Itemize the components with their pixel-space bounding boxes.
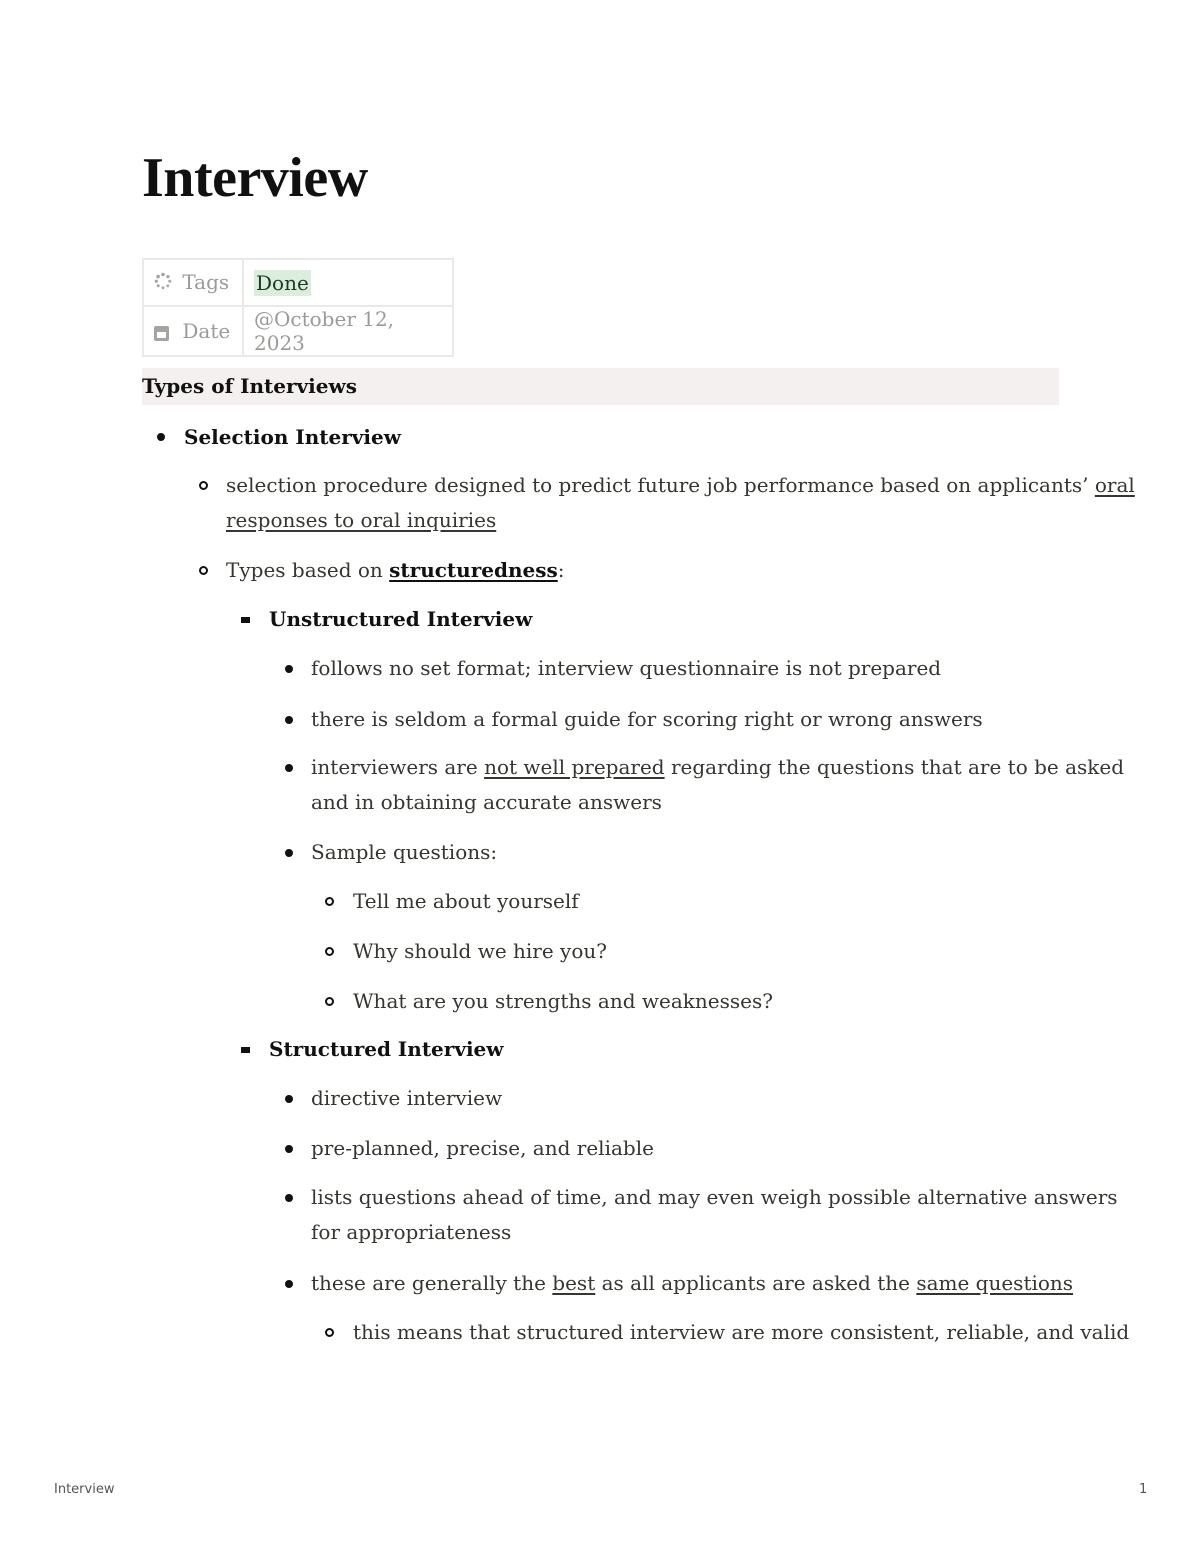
list-item-text: interviewers are not well prepared regarding the questions that are to be asked xyxy=(311,755,1125,779)
property-row-date xyxy=(143,306,453,356)
list-item-question: What are you strengths and weaknesses? xyxy=(353,989,773,1013)
bullet-disc xyxy=(285,1095,293,1103)
bullet-disc xyxy=(285,1145,293,1153)
property-row-tags xyxy=(143,259,453,306)
list-item-text: this means that structured interview are more consistent, reliable, and valid xyxy=(353,1320,1130,1344)
spinner-icon xyxy=(154,272,176,295)
list-item-text: directive interview xyxy=(311,1086,503,1110)
bullet-circle xyxy=(325,897,334,906)
list-item-unstructured: Unstructured Interview xyxy=(269,607,533,631)
list-item-text: pre-planned, precise, and reliable xyxy=(311,1136,654,1160)
bullet-circle xyxy=(325,997,334,1006)
bullet-disc xyxy=(285,849,293,857)
bullet-disc xyxy=(285,1280,293,1288)
property-name-date xyxy=(143,306,243,356)
list-item-structured: Structured Interview xyxy=(269,1037,504,1061)
calendar-icon xyxy=(154,326,169,341)
list-item-text: lists questions ahead of time, and may even weigh possible alternative answers xyxy=(311,1185,1118,1209)
bullet-circle xyxy=(325,1328,334,1337)
list-item-question: Tell me about yourself xyxy=(353,889,579,913)
date-label: Date xyxy=(182,319,231,343)
bullet-square xyxy=(241,1047,250,1053)
property-value-date[interactable] xyxy=(243,306,453,356)
page-title: Interview xyxy=(142,147,368,209)
list-item-text-cont: for appropriateness xyxy=(311,1220,512,1244)
page-number: 1 xyxy=(1139,1482,1148,1497)
bullet-disc xyxy=(285,665,293,673)
section-heading: Types of Interviews xyxy=(142,368,1059,405)
list-item-types-based: Types based on structuredness: xyxy=(226,558,565,582)
list-item-text: these are generally the best as all applicants are asked the same questions xyxy=(311,1271,1074,1295)
footer-title: Interview xyxy=(54,1482,115,1497)
tags-label: Tags xyxy=(182,270,230,294)
list-item-selection-interview: Selection Interview xyxy=(184,425,401,449)
tag-badge[interactable]: Done xyxy=(256,270,309,295)
bullet-square xyxy=(241,617,250,623)
list-item-question: Why should we hire you? xyxy=(353,939,608,963)
list-item-text-cont: and in obtaining accurate answers xyxy=(311,790,662,814)
bullet-disc xyxy=(157,433,165,441)
property-name-tags xyxy=(143,259,243,306)
properties-table xyxy=(142,258,454,357)
date-value[interactable]: @October 12, 2023 xyxy=(254,307,395,355)
bullet-disc xyxy=(285,716,293,724)
bullet-circle xyxy=(199,481,208,490)
bullet-disc xyxy=(285,1194,293,1202)
bullet-circle xyxy=(325,947,334,956)
list-item-definition-cont: responses to oral inquiries xyxy=(226,508,497,532)
list-item-text: there is seldom a formal guide for scoring right or wrong answers xyxy=(311,707,983,731)
bullet-circle xyxy=(199,566,208,575)
bullet-disc xyxy=(285,764,293,772)
list-item-text: Sample questions: xyxy=(311,840,498,864)
list-item-definition: selection procedure designed to predict future job performance based on applicants’ oral xyxy=(226,473,1135,497)
property-value-tags[interactable] xyxy=(243,259,453,306)
list-item-text: follows no set format; interview questionnaire is not prepared xyxy=(311,656,942,680)
